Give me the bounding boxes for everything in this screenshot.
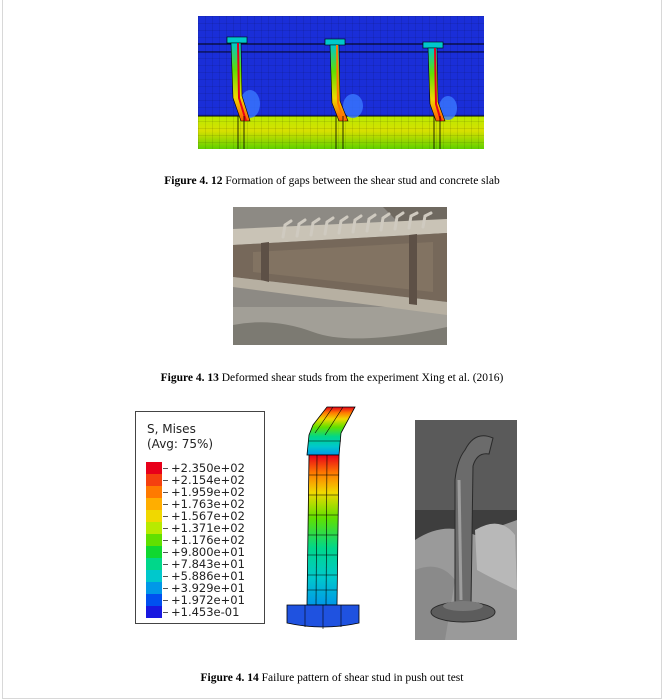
legend-title-line2: (Avg: 75%) — [147, 437, 214, 451]
legend-tick — [163, 588, 168, 589]
legend-tick — [163, 552, 168, 553]
figure-label: Figure 4. 13 — [160, 372, 219, 384]
legend-color-swatch — [146, 606, 162, 618]
figure-caption-text: Deformed shear studs from the experiment Xing et al. (2016) — [218, 372, 504, 384]
figure-caption-text: Failure pattern of shear stud in push out test — [258, 672, 464, 684]
mises-stress-legend — [135, 411, 265, 624]
fe-deformed-stud-image — [285, 405, 365, 632]
legend-color-swatch — [146, 462, 162, 474]
legend-color-swatch — [146, 486, 162, 498]
legend-color-swatch — [146, 510, 162, 522]
legend-tick — [163, 600, 168, 601]
legend-value: +1.567e+02 — [171, 509, 245, 523]
legend-tick — [163, 480, 168, 481]
legend-color-swatch — [146, 534, 162, 546]
legend-value: +1.176e+02 — [171, 533, 245, 547]
legend-entry — [146, 606, 239, 618]
legend-tick — [163, 516, 168, 517]
legend-tick — [163, 468, 168, 469]
legend-tick — [163, 564, 168, 565]
deformed-studs-photo — [233, 207, 447, 345]
legend-color-swatch — [146, 570, 162, 582]
figure-4-12-caption — [0, 175, 664, 187]
legend-color-swatch — [146, 474, 162, 486]
legend-value: +1.763e+02 — [171, 497, 245, 511]
legend-color-swatch — [146, 498, 162, 510]
legend-color-swatch — [146, 582, 162, 594]
legend-value: +1.972e+01 — [171, 593, 245, 607]
legend-title-line1: S, Mises — [147, 422, 196, 436]
fe-slab-contour-image — [198, 16, 484, 149]
legend-value: +1.371e+02 — [171, 521, 245, 535]
legend-color-swatch — [146, 522, 162, 534]
legend-color-swatch — [146, 594, 162, 606]
legend-value: +1.959e+02 — [171, 485, 245, 499]
legend-tick — [163, 492, 168, 493]
legend-value: +2.154e+02 — [171, 473, 245, 487]
legend-value: +1.453e-01 — [171, 605, 240, 619]
figure-4-13-caption — [0, 372, 664, 384]
figure-4-14-caption — [0, 672, 664, 684]
legend-value: +7.843e+01 — [171, 557, 245, 571]
legend-value: +9.800e+01 — [171, 545, 245, 559]
legend-value: +2.350e+02 — [171, 461, 245, 475]
figure-caption-text: Formation of gaps between the shear stud and concrete slab — [222, 175, 500, 187]
legend-value: +3.929e+01 — [171, 581, 245, 595]
failed-stud-photo — [415, 420, 517, 640]
legend-color-swatch — [146, 558, 162, 570]
legend-tick — [163, 540, 168, 541]
legend-tick — [163, 612, 168, 613]
legend-color-swatch — [146, 546, 162, 558]
legend-tick — [163, 528, 168, 529]
legend-title — [147, 422, 213, 452]
legend-tick — [163, 576, 168, 577]
legend-value: +5.886e+01 — [171, 569, 245, 583]
figure-label: Figure 4. 14 — [200, 672, 259, 684]
figure-label: Figure 4. 12 — [164, 175, 223, 187]
legend-tick — [163, 504, 168, 505]
